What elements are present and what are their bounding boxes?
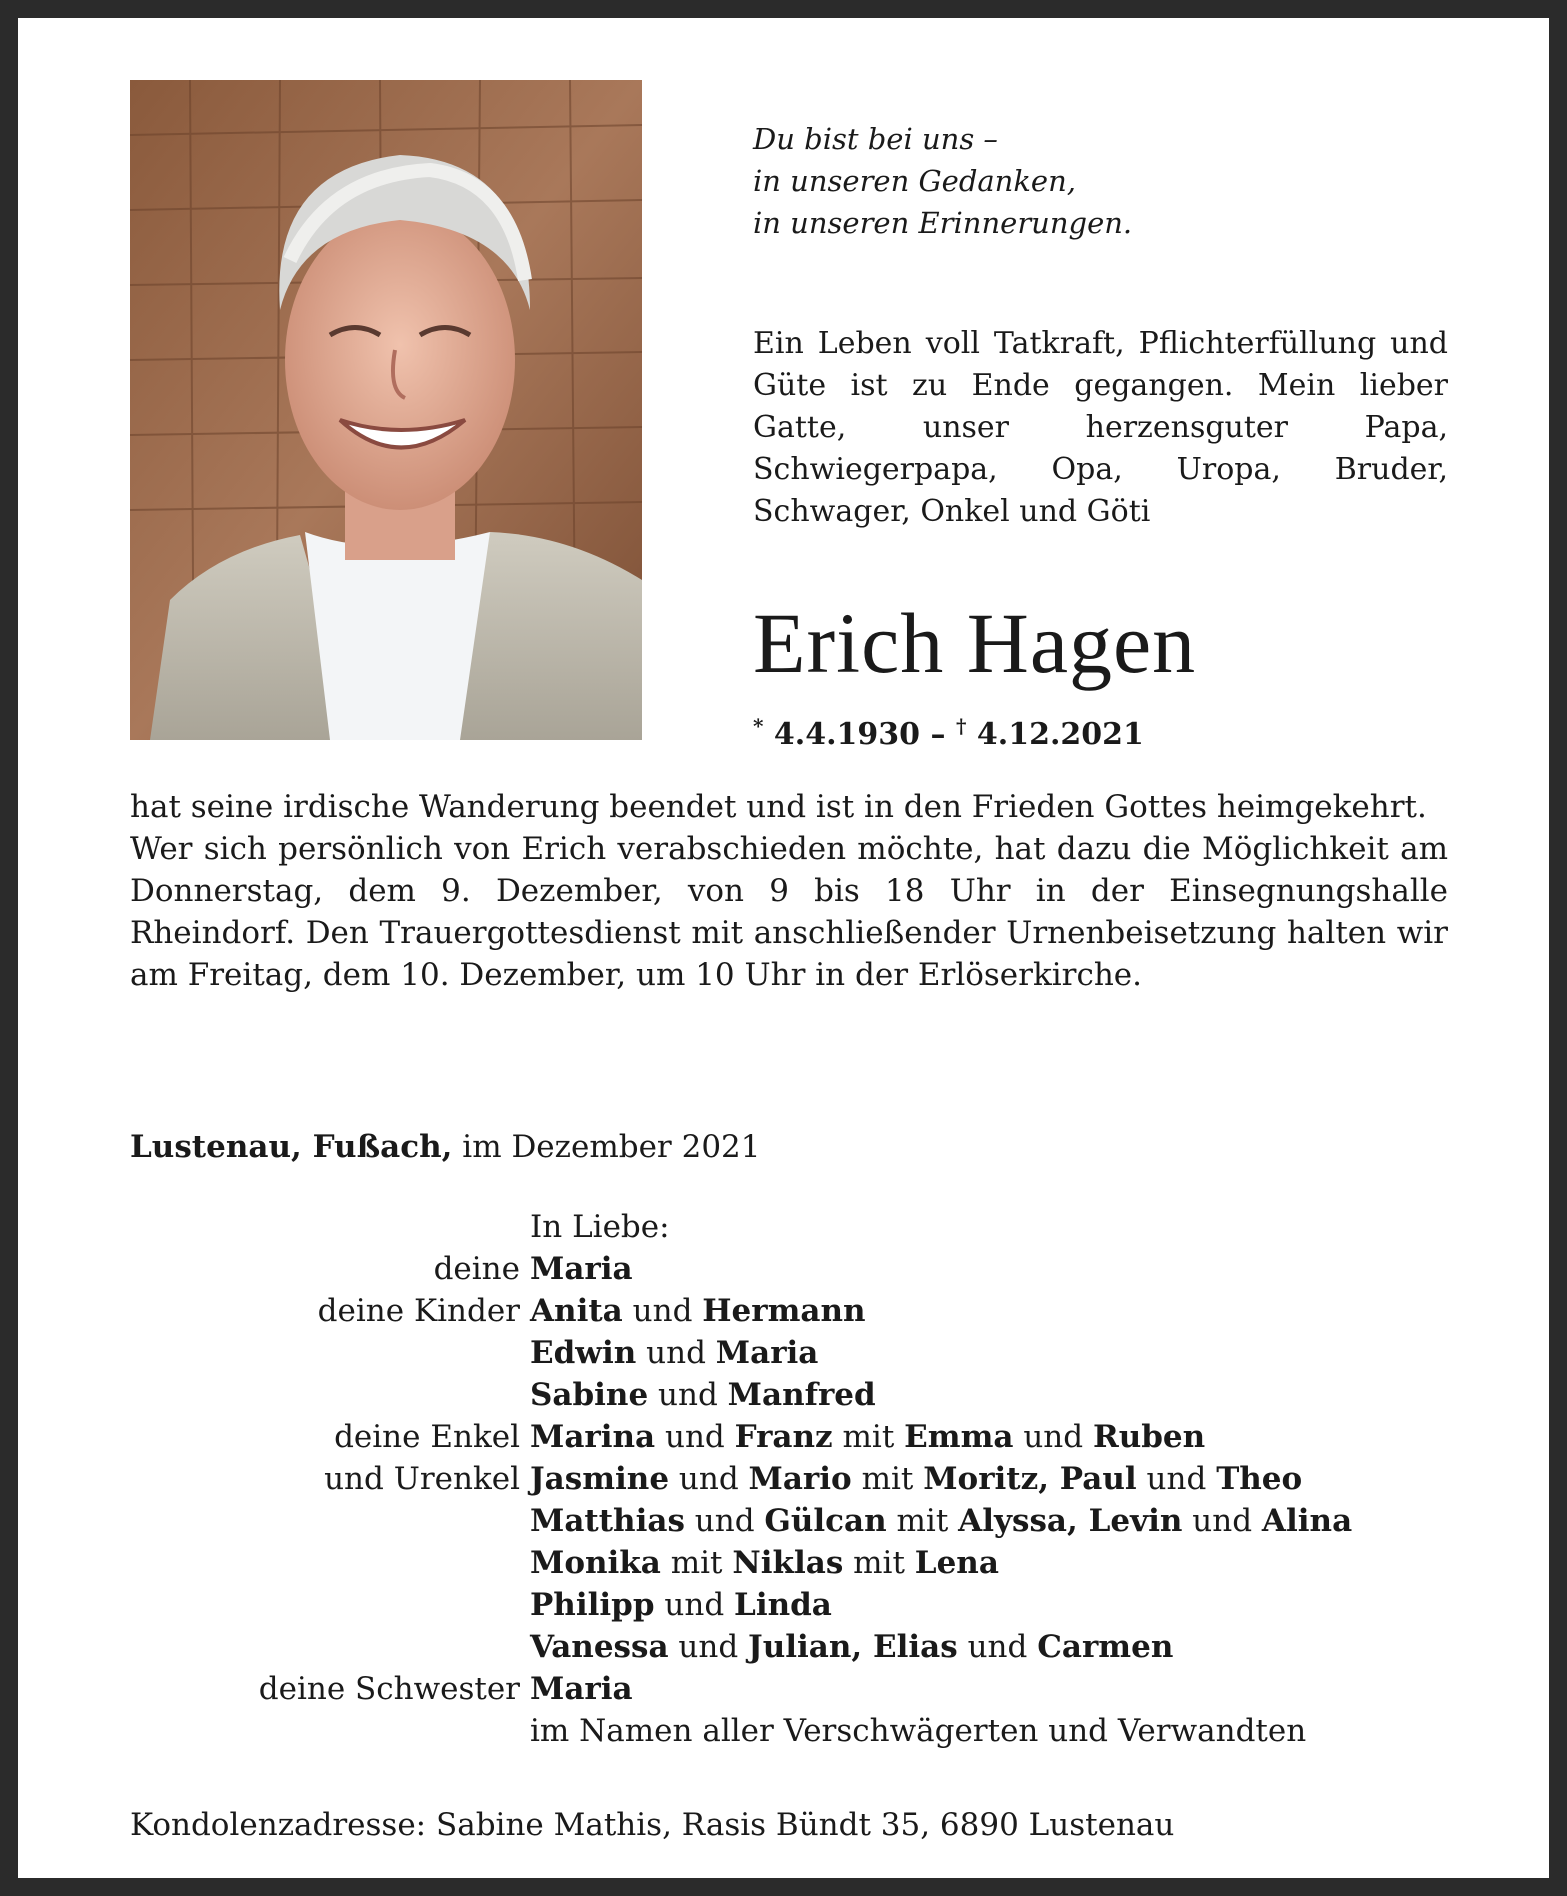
- portrait-image: [130, 80, 642, 740]
- family-connector: und: [1136, 1461, 1217, 1497]
- family-member-name: Hermann: [702, 1293, 866, 1329]
- intro-text: Ein Leben voll Tatkraft, Pflichterfüllung und Güte ist zu Ende gegangen. Mein lieber Gatte, unser herzensguter Papa, Schwiegerpapa, Opa, Uropa, Bruder, Schwager, Onkel und Göti: [753, 326, 1448, 529]
- family-connector: und: [648, 1377, 728, 1413]
- family-member-name: Jasmine: [530, 1461, 670, 1497]
- family-connector: und: [669, 1461, 749, 1497]
- life-dates: [753, 706, 1144, 755]
- family-label: [130, 1710, 530, 1752]
- family-row: [130, 1500, 1352, 1542]
- born-symbol: *: [753, 714, 764, 738]
- family-names: [530, 1374, 876, 1416]
- family-label: [130, 1584, 530, 1626]
- family-row: [130, 1626, 1352, 1668]
- poem-line: in unseren Gedanken,: [753, 164, 1076, 198]
- family-member-name: Lena: [914, 1545, 999, 1581]
- death-date: 4.12.2021: [976, 717, 1144, 752]
- family-names: [530, 1290, 866, 1332]
- family-row: [130, 1584, 1352, 1626]
- family-member-name: Maria: [530, 1251, 633, 1287]
- family-member-name: Manfred: [727, 1377, 876, 1413]
- family-member-name: Alina: [1261, 1503, 1353, 1539]
- family-row: [130, 1374, 1352, 1416]
- family-connector: mit: [886, 1503, 959, 1539]
- family-connector: und: [668, 1629, 749, 1665]
- family-member-name: Gülcan: [764, 1503, 887, 1539]
- family-member-name: Maria: [530, 1671, 633, 1707]
- announcement-paragraph: hat seine irdische Wanderung beendet und ist in den Frieden Gottes heimgekehrt.: [130, 789, 1427, 825]
- family-list: [130, 1206, 1352, 1752]
- announcement-text: [130, 786, 1448, 996]
- poem-line: Du bist bei uns –: [753, 122, 998, 156]
- family-connector: und: [636, 1335, 716, 1371]
- family-connector: und: [622, 1293, 703, 1329]
- condolence-address: Kondolenzadresse: Sabine Mathis, Rasis Bündt 35, 6890 Lustenau: [130, 1807, 1175, 1843]
- family-names: [530, 1584, 832, 1626]
- family-member-name: Ruben: [1092, 1419, 1206, 1455]
- family-connector: mit: [843, 1545, 915, 1581]
- died-symbol: †: [955, 714, 967, 738]
- family-connector: im Namen aller Verschwägerten und Verwandten: [530, 1713, 1307, 1749]
- family-intro-row: [130, 1206, 1352, 1248]
- intro-paragraph: [753, 323, 1448, 533]
- birth-date: 4.4.1930: [773, 717, 921, 752]
- announcement-paragraph: Wer sich persönlich von Erich verabschieden möchte, hat dazu die Möglichkeit am Donnerstag, dem 9. Dezember, von 9 bis 18 Uhr in der Einsegnungshalle Rheindorf. Den Trauergottesdienst mit anschließender Urnenbeisetzung halten wir am Freitag, dem 10. Dezember, um 10 Uhr in der Erlöserkirche.: [130, 831, 1448, 993]
- family-member-name: Marina: [530, 1419, 656, 1455]
- deceased-name: Erich Hagen: [753, 595, 1197, 691]
- family-connector: und: [957, 1629, 1038, 1665]
- poem-line: in unseren Erinnerungen.: [753, 206, 1133, 240]
- family-member-name: Franz: [734, 1419, 833, 1455]
- family-member-name: Matthias: [530, 1503, 685, 1539]
- family-label: [130, 1542, 530, 1584]
- family-member-name: Carmen: [1037, 1629, 1174, 1665]
- family-row: [130, 1248, 1352, 1290]
- family-member-name: Linda: [734, 1587, 832, 1623]
- family-names: [530, 1458, 1302, 1500]
- family-label: deine: [433, 1251, 520, 1287]
- place-date: im Dezember 2021: [452, 1129, 761, 1165]
- family-names: [530, 1710, 1306, 1752]
- date-separator: –: [920, 717, 956, 752]
- family-member-name: Moritz, Paul: [923, 1461, 1137, 1497]
- family-label: [130, 1500, 530, 1542]
- obituary-page: [18, 18, 1549, 1878]
- family-member-name: Sabine: [530, 1377, 649, 1413]
- family-intro: In Liebe:: [530, 1209, 670, 1245]
- poem: [753, 118, 1132, 244]
- family-label: [130, 1374, 530, 1416]
- family-connector: mit: [832, 1419, 905, 1455]
- family-label: [130, 1206, 530, 1248]
- family-names: [530, 1416, 1205, 1458]
- family-connector: und: [655, 1419, 735, 1455]
- family-names: [530, 1626, 1173, 1668]
- family-member-name: Emma: [904, 1419, 1014, 1455]
- portrait-photo: [130, 80, 642, 740]
- family-label: deine Schwester: [258, 1671, 520, 1707]
- family-connector: mit: [660, 1545, 733, 1581]
- family-label: deine Enkel: [334, 1419, 520, 1455]
- family-member-name: Julian, Elias: [748, 1629, 958, 1665]
- family-member-name: Philipp: [530, 1587, 655, 1623]
- family-connector: und: [1013, 1419, 1093, 1455]
- family-names: [530, 1332, 818, 1374]
- family-connector: und: [654, 1587, 735, 1623]
- family-member-name: Anita: [530, 1293, 623, 1329]
- family-connector: und: [1182, 1503, 1262, 1539]
- family-member-name: Vanessa: [530, 1629, 669, 1665]
- family-label: [130, 1332, 530, 1374]
- family-row: [130, 1542, 1352, 1584]
- family-row: [130, 1332, 1352, 1374]
- family-names: [530, 1668, 633, 1710]
- family-connector: mit: [851, 1461, 924, 1497]
- family-label: deine Kinder: [317, 1293, 520, 1329]
- family-member-name: Maria: [715, 1335, 819, 1371]
- family-row: [130, 1668, 1352, 1710]
- family-label: [130, 1626, 530, 1668]
- family-row: [130, 1710, 1352, 1752]
- family-member-name: Monika: [530, 1545, 661, 1581]
- family-member-name: Mario: [748, 1461, 852, 1497]
- family-names: [530, 1248, 633, 1290]
- family-member-name: Theo: [1216, 1461, 1303, 1497]
- family-member-name: Edwin: [530, 1335, 637, 1371]
- place-date-line: [130, 1126, 761, 1168]
- family-row: [130, 1416, 1352, 1458]
- family-row: [130, 1290, 1352, 1332]
- family-member-name: Alyssa, Levin: [958, 1503, 1183, 1539]
- family-connector: und: [684, 1503, 765, 1539]
- family-names: [530, 1542, 999, 1584]
- family-names: [530, 1500, 1352, 1542]
- place-names: Lustenau, Fußach,: [130, 1129, 453, 1165]
- family-row: [130, 1458, 1352, 1500]
- family-label: und Urenkel: [324, 1461, 520, 1497]
- family-member-name: Niklas: [732, 1545, 844, 1581]
